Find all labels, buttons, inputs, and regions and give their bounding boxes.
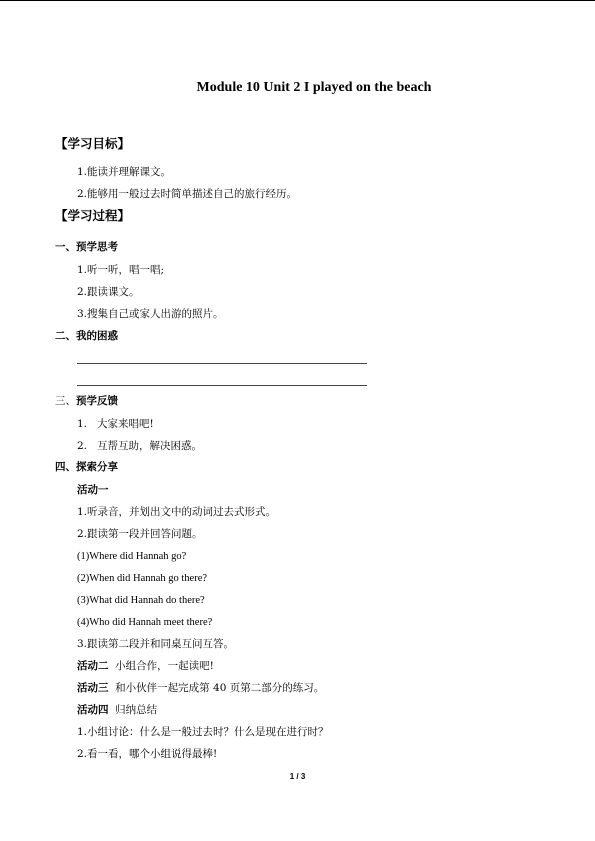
activity4-label: 活动四 <box>77 704 109 716</box>
goal-item-2: 2.能够用一般过去时简单描述自己的旅行经历。 <box>77 188 298 200</box>
activity4-item-2: 2.看一看，哪个小组说得最棒! <box>77 748 218 760</box>
activity4-text: 归纳总结 <box>108 704 158 716</box>
blank-line-1 <box>77 363 367 364</box>
question-3: (3)What did Hannah do there? <box>77 595 205 606</box>
activity1-item-2: 2.跟读第一段并回答问题。 <box>77 528 203 540</box>
part3-item-2: 2. 互帮互助，解决困惑。 <box>77 440 203 452</box>
question-2: (2)When did Hannah go there? <box>77 573 208 584</box>
page-number: 1 / 3 <box>289 772 306 781</box>
part3-item-1: 1. 大家来唱吧! <box>77 418 154 430</box>
goal-item-1: 1.能读并理解课文。 <box>77 166 172 178</box>
question-1: (1)Where did Hannah go? <box>77 551 187 562</box>
part1-item-1: 1.听一听，唱一唱; <box>77 264 165 276</box>
part1-item-2: 2.跟读课文。 <box>77 286 140 298</box>
top-border <box>0 0 595 1</box>
activity3-text: 和小伙伴一起完成第 40 页第二部分的练习。 <box>108 682 325 694</box>
activity1-label: 活动一 <box>77 484 109 496</box>
activity4-item-1: 1.小组讨论：什么是一般过去时？什么是现在进行时？ <box>77 726 329 738</box>
part3-heading <box>55 394 118 408</box>
page-title: Module 10 Unit 2 I played on the beach <box>196 80 432 95</box>
part2-heading: 二、我的困惑 <box>55 330 118 342</box>
activity2-label: 活动二 <box>77 660 109 672</box>
goals-heading: 【学习目标】 <box>55 136 131 151</box>
activity2-text: 小组合作，一起读吧! <box>108 660 214 672</box>
activity3-row <box>77 681 324 695</box>
blank-line-2 <box>77 385 367 386</box>
activity4-row <box>77 703 157 717</box>
activity3-label: 活动三 <box>77 682 109 694</box>
activity1-item-1: 1.听录音，并划出文中的动词过去式形式。 <box>77 506 277 518</box>
part4-heading: 四、探索分享 <box>55 461 118 473</box>
activity2-row <box>77 659 214 673</box>
activity1-item-3: 3.跟读第二段并和同桌互问互答。 <box>77 638 235 650</box>
part3-heading-text: 预学反馈 <box>76 395 118 407</box>
process-heading: 【学习过程】 <box>55 208 131 223</box>
part1-item-3: 3.搜集自己或家人出游的照片。 <box>77 308 224 320</box>
part3-heading-prefix: 三、 <box>55 395 76 407</box>
question-4: (4)Who did Hannah meet there? <box>77 617 213 628</box>
part1-heading: 一、预学思考 <box>55 241 118 253</box>
